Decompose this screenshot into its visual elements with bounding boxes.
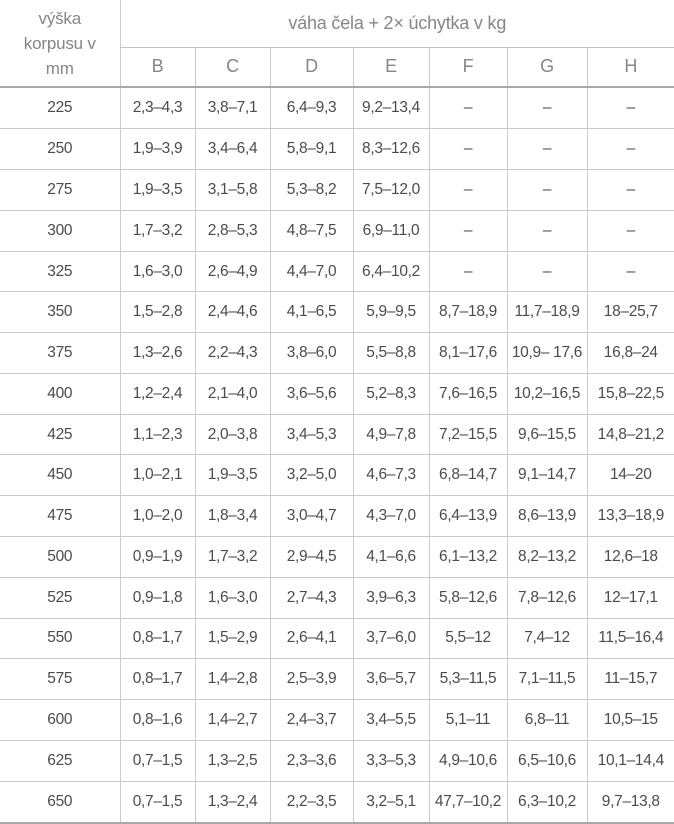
weight-range-cell: 6,5–10,6	[507, 740, 587, 781]
row-height-cell: 350	[0, 292, 120, 333]
weight-range-cell: 3,9–6,3	[353, 577, 429, 618]
weight-range-cell: 47,7–10,2	[429, 781, 507, 823]
table-row	[0, 251, 674, 292]
weight-range-cell: 3,6–5,7	[353, 659, 429, 700]
row-height-cell: 375	[0, 333, 120, 374]
weight-range-cell: 2,3–3,6	[270, 740, 353, 781]
weight-range-cell: 6,4–9,3	[270, 87, 353, 129]
weight-range-cell: 2,3–4,3	[120, 87, 195, 129]
row-height-cell: 475	[0, 496, 120, 537]
weight-range-cell: 1,3–2,5	[195, 740, 270, 781]
table-row	[0, 618, 674, 659]
empty-value-cell: –	[507, 170, 587, 211]
table-row	[0, 292, 674, 333]
row-height-cell: 575	[0, 659, 120, 700]
table-body	[0, 87, 674, 823]
weight-range-cell: 3,3–5,3	[353, 740, 429, 781]
weight-range-cell: 1,0–2,0	[120, 496, 195, 537]
column-header-h: H	[587, 47, 674, 87]
weight-range-cell: 4,3–7,0	[353, 496, 429, 537]
weight-range-cell: 0,8–1,7	[120, 659, 195, 700]
row-height-cell: 600	[0, 700, 120, 741]
table-row	[0, 373, 674, 414]
empty-value-cell: –	[507, 210, 587, 251]
weight-range-cell: 3,7–6,0	[353, 618, 429, 659]
weight-range-cell: 5,5–12	[429, 618, 507, 659]
weight-range-cell: 5,2–8,3	[353, 373, 429, 414]
span-header-text: váha čela + 2× úchytka v kg	[288, 12, 507, 33]
weight-range-cell: 14,8–21,2	[587, 414, 674, 455]
weight-range-cell: 1,6–3,0	[120, 251, 195, 292]
weight-range-cell: 7,5–12,0	[353, 170, 429, 211]
weight-range-cell: 2,5–3,9	[270, 659, 353, 700]
weight-range-cell: 8,6–13,9	[507, 496, 587, 537]
weight-range-cell: 2,6–4,9	[195, 251, 270, 292]
weight-range-cell: 7,4–12	[507, 618, 587, 659]
weight-range-cell: 15,8–22,5	[587, 373, 674, 414]
table-row	[0, 700, 674, 741]
span-header-cell	[120, 0, 674, 47]
row-height-cell: 425	[0, 414, 120, 455]
row-height-cell: 525	[0, 577, 120, 618]
weight-range-cell: 9,7–13,8	[587, 781, 674, 823]
weight-range-cell: 3,4–5,5	[353, 700, 429, 741]
column-header-b: B	[120, 47, 195, 87]
weight-range-cell: 5,8–9,1	[270, 129, 353, 170]
weight-range-cell: 1,7–3,2	[195, 536, 270, 577]
weight-range-cell: 2,0–3,8	[195, 414, 270, 455]
weight-range-cell: 6,8–11	[507, 700, 587, 741]
empty-value-cell: –	[429, 170, 507, 211]
table-row	[0, 333, 674, 374]
weight-range-cell: 1,9–3,5	[195, 455, 270, 496]
weight-range-cell: 3,4–5,3	[270, 414, 353, 455]
row-height-cell: 500	[0, 536, 120, 577]
weight-range-cell: 2,6–4,1	[270, 618, 353, 659]
weight-range-cell: 10,2–16,5	[507, 373, 587, 414]
weight-range-cell: 12–17,1	[587, 577, 674, 618]
weight-range-cell: 6,1–13,2	[429, 536, 507, 577]
weight-range-cell: 2,2–3,5	[270, 781, 353, 823]
weight-range-cell: 7,6–16,5	[429, 373, 507, 414]
weight-range-cell: 18–25,7	[587, 292, 674, 333]
weight-range-cell: 11–15,7	[587, 659, 674, 700]
weight-range-cell: 3,6–5,6	[270, 373, 353, 414]
weight-range-cell: 10,1–14,4	[587, 740, 674, 781]
row-height-cell: 625	[0, 740, 120, 781]
weight-range-cell: 3,2–5,1	[353, 781, 429, 823]
weight-range-cell: 4,1–6,6	[353, 536, 429, 577]
weight-range-cell: 16,8–24	[587, 333, 674, 374]
empty-value-cell: –	[587, 87, 674, 129]
weight-range-cell: 5,3–8,2	[270, 170, 353, 211]
weight-range-cell: 4,9–10,6	[429, 740, 507, 781]
weight-range-cell: 6,3–10,2	[507, 781, 587, 823]
corner-header-text: výška korpusu v mm	[23, 8, 96, 78]
weight-range-cell: 12,6–18	[587, 536, 674, 577]
row-height-cell: 225	[0, 87, 120, 129]
weight-range-cell: 1,4–2,7	[195, 700, 270, 741]
weight-range-cell: 8,2–13,2	[507, 536, 587, 577]
weight-range-cell: 1,9–3,9	[120, 129, 195, 170]
weight-range-cell: 1,1–2,3	[120, 414, 195, 455]
weight-range-cell: 4,1–6,5	[270, 292, 353, 333]
weight-range-cell: 0,9–1,8	[120, 577, 195, 618]
weight-range-cell: 5,3–11,5	[429, 659, 507, 700]
row-height-cell: 650	[0, 781, 120, 823]
empty-value-cell: –	[587, 170, 674, 211]
weight-range-cell: 3,1–5,8	[195, 170, 270, 211]
weight-range-cell: 2,8–5,3	[195, 210, 270, 251]
weight-range-cell: 2,1–4,0	[195, 373, 270, 414]
weight-range-cell: 6,4–10,2	[353, 251, 429, 292]
table-row	[0, 496, 674, 537]
row-height-cell: 250	[0, 129, 120, 170]
table-row	[0, 210, 674, 251]
weight-range-cell: 3,4–6,4	[195, 129, 270, 170]
table-header	[0, 0, 674, 87]
weight-range-cell: 5,1–11	[429, 700, 507, 741]
weight-range-cell: 11,7–18,9	[507, 292, 587, 333]
table-row	[0, 740, 674, 781]
weight-range-cell: 2,4–4,6	[195, 292, 270, 333]
weight-range-cell: 2,9–4,5	[270, 536, 353, 577]
weight-range-cell: 4,4–7,0	[270, 251, 353, 292]
corner-header-cell	[0, 0, 120, 87]
weight-range-cell: 9,6–15,5	[507, 414, 587, 455]
weight-range-cell: 3,0–4,7	[270, 496, 353, 537]
header-top-row	[0, 0, 674, 47]
weight-range-cell: 8,3–12,6	[353, 129, 429, 170]
table-row	[0, 455, 674, 496]
weight-range-cell: 6,4–13,9	[429, 496, 507, 537]
weight-range-cell: 3,8–6,0	[270, 333, 353, 374]
weight-range-cell: 14–20	[587, 455, 674, 496]
weight-range-cell: 2,4–3,7	[270, 700, 353, 741]
weight-range-cell: 8,7–18,9	[429, 292, 507, 333]
column-header-g: G	[507, 47, 587, 87]
table-row	[0, 536, 674, 577]
row-height-cell: 400	[0, 373, 120, 414]
empty-value-cell: –	[429, 87, 507, 129]
weight-range-cell: 7,2–15,5	[429, 414, 507, 455]
empty-value-cell: –	[587, 129, 674, 170]
weight-range-cell: 2,7–4,3	[270, 577, 353, 618]
table-row	[0, 659, 674, 700]
weight-range-cell: 4,8–7,5	[270, 210, 353, 251]
column-header-e: E	[353, 47, 429, 87]
table-row	[0, 170, 674, 211]
empty-value-cell: –	[429, 129, 507, 170]
weight-range-cell: 1,4–2,8	[195, 659, 270, 700]
row-height-cell: 450	[0, 455, 120, 496]
weight-range-cell: 7,8–12,6	[507, 577, 587, 618]
weight-range-cell: 1,6–3,0	[195, 577, 270, 618]
weight-range-cell: 0,7–1,5	[120, 740, 195, 781]
empty-value-cell: –	[587, 210, 674, 251]
table-row	[0, 414, 674, 455]
table-row	[0, 87, 674, 129]
weight-range-cell: 8,1–17,6	[429, 333, 507, 374]
row-height-cell: 275	[0, 170, 120, 211]
weight-range-cell: 3,2–5,0	[270, 455, 353, 496]
weight-range-cell: 1,9–3,5	[120, 170, 195, 211]
weight-range-cell: 3,8–7,1	[195, 87, 270, 129]
weight-range-cell: 9,1–14,7	[507, 455, 587, 496]
column-header-c: C	[195, 47, 270, 87]
weight-range-cell: 4,9–7,8	[353, 414, 429, 455]
weight-range-cell: 7,1–11,5	[507, 659, 587, 700]
empty-value-cell: –	[587, 251, 674, 292]
weight-range-cell: 5,5–8,8	[353, 333, 429, 374]
weight-range-cell: 0,8–1,7	[120, 618, 195, 659]
table-row	[0, 781, 674, 823]
weight-range-cell: 1,0–2,1	[120, 455, 195, 496]
table-row	[0, 577, 674, 618]
empty-value-cell: –	[507, 129, 587, 170]
empty-value-cell: –	[507, 87, 587, 129]
weight-range-cell: 1,5–2,8	[120, 292, 195, 333]
weight-range-cell: 1,7–3,2	[120, 210, 195, 251]
weight-range-cell: 11,5–16,4	[587, 618, 674, 659]
weight-range-cell: 13,3–18,9	[587, 496, 674, 537]
row-height-cell: 325	[0, 251, 120, 292]
weight-range-cell: 1,3–2,6	[120, 333, 195, 374]
column-header-d: D	[270, 47, 353, 87]
weight-range-cell: 1,5–2,9	[195, 618, 270, 659]
weight-range-cell: 6,8–14,7	[429, 455, 507, 496]
empty-value-cell: –	[429, 210, 507, 251]
column-header-f: F	[429, 47, 507, 87]
weight-range-cell: 5,8–12,6	[429, 577, 507, 618]
weight-range-cell: 6,9–11,0	[353, 210, 429, 251]
weight-range-cell: 9,2–13,4	[353, 87, 429, 129]
row-height-cell: 550	[0, 618, 120, 659]
table-row	[0, 129, 674, 170]
weight-range-cell: 0,9–1,9	[120, 536, 195, 577]
weight-range-cell: 10,9– 17,6	[507, 333, 587, 374]
weight-range-cell: 0,8–1,6	[120, 700, 195, 741]
row-height-cell: 300	[0, 210, 120, 251]
empty-value-cell: –	[507, 251, 587, 292]
weight-range-cell: 0,7–1,5	[120, 781, 195, 823]
weight-range-cell: 4,6–7,3	[353, 455, 429, 496]
weight-range-cell: 5,9–9,5	[353, 292, 429, 333]
weight-range-cell: 1,2–2,4	[120, 373, 195, 414]
weight-range-cell: 1,3–2,4	[195, 781, 270, 823]
weight-range-cell: 10,5–15	[587, 700, 674, 741]
weight-range-cell: 1,8–3,4	[195, 496, 270, 537]
weight-range-cell: 2,2–4,3	[195, 333, 270, 374]
empty-value-cell: –	[429, 251, 507, 292]
